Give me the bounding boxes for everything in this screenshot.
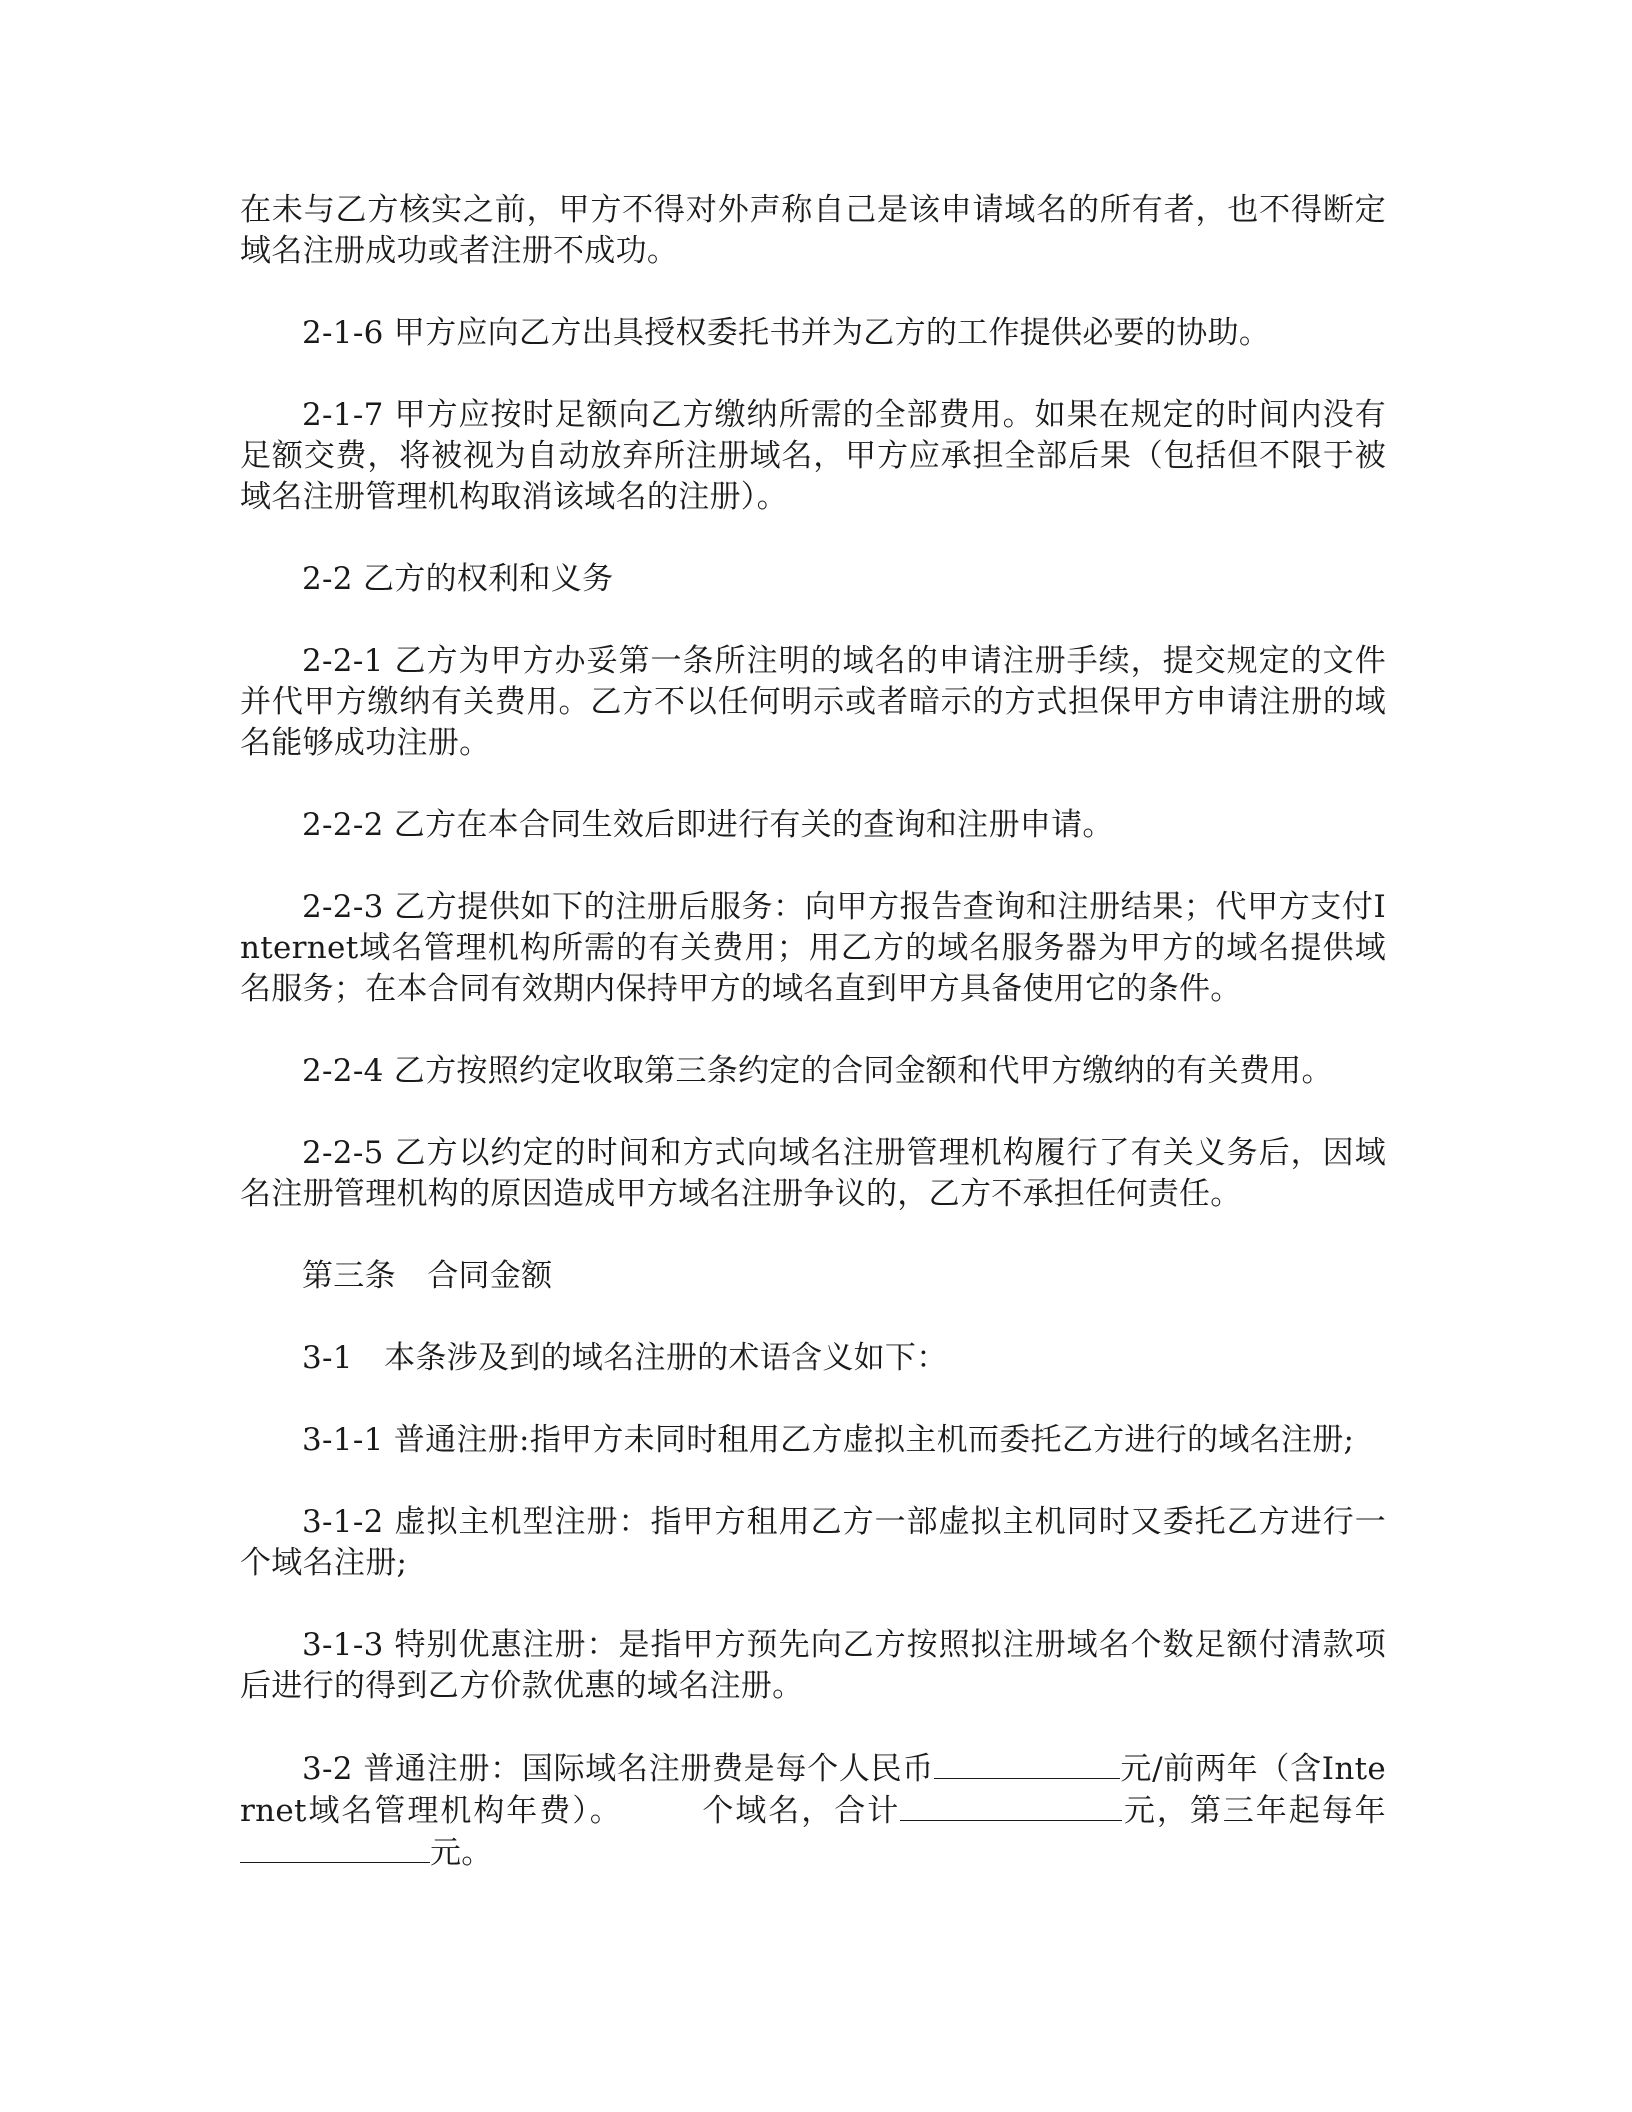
clause-3-2-text-1: 3-2 普通注册：国际域名注册费是每个人民币 — [302, 1751, 935, 1787]
clause-3-2-text-5: 元。 — [430, 1835, 493, 1871]
clause-3-1-3: 3-1-3 特别优惠注册：是指甲方预先向乙方按照拟注册域名个数足额付清款项后进行的得到乙方价款优惠的域名注册。 — [240, 1627, 1386, 1704]
clause-3-2-text-2: 元/前两年（含Internet域名管理机构年费）。 — [240, 1751, 1386, 1829]
clause-2-2-4: 2-2-4 乙方按照约定收取第三条约定的合同金额和代甲方缴纳的有关费用。 — [302, 1053, 1333, 1089]
clause-2-2-2: 2-2-2 乙方在本合同生效后即进行有关的查询和注册申请。 — [302, 807, 1114, 843]
fee-per-domain-blank[interactable] — [934, 1748, 1120, 1779]
clause-3-2 — [240, 1748, 1386, 1874]
clause-2-1-7: 2-1-7 甲方应按时足额向乙方缴纳所需的全部费用。如果在规定的时间内没有足额交费，将被视为自动放弃所注册域名，甲方应承担全部后果（包括但不限于被域名注册管理机构取消该域名的注册）。 — [240, 397, 1386, 515]
clause-2-2-5: 2-2-5 乙方以约定的时间和方式向域名注册管理机构履行了有关义务后，因域名注册管理机构的原因造成甲方域名注册争议的，乙方不承担任何责任。 — [240, 1135, 1386, 1212]
clause-3-1-1: 3-1-1 普通注册:指甲方未同时租用乙方虚拟主机而委托乙方进行的域名注册; — [302, 1422, 1355, 1458]
clause-3-1: 3-1 本条涉及到的域名注册的术语含义如下： — [302, 1340, 948, 1376]
article-3-heading: 第三条 合同金额 — [302, 1258, 553, 1294]
document-body — [240, 190, 1386, 1915]
section-heading-2-2: 2-2 乙方的权利和义务 — [302, 561, 614, 597]
clause-2-1-6: 2-1-6 甲方应向乙方出具授权委托书并为乙方的工作提供必要的协助。 — [302, 315, 1271, 351]
paragraph-1: 在未与乙方核实之前，甲方不得对外声称自己是该申请域名的所有者，也不得断定域名注册成功或者注册不成功。 — [240, 192, 1386, 269]
total-amount-blank[interactable] — [900, 1790, 1122, 1821]
clause-2-2-1: 2-2-1 乙方为甲方办妥第一条所注明的域名的申请注册手续，提交规定的文件并代甲方缴纳有关费用。乙方不以任何明示或者暗示的方式担保甲方申请注册的域名能够成功注册。 — [240, 643, 1386, 761]
clause-3-1-2: 3-1-2 虚拟主机型注册：指甲方租用乙方一部虚拟主机同时又委托乙方进行一个域名注册; — [240, 1504, 1386, 1581]
annual-fee-blank[interactable] — [240, 1832, 430, 1863]
clause-3-2-text-3: 个域名，合计 — [700, 1793, 901, 1829]
clause-3-2-text-4: 元，第三年起每年 — [1122, 1793, 1386, 1829]
clause-2-2-3: 2-2-3 乙方提供如下的注册后服务：向甲方报告查询和注册结果；代甲方支付Internet域名管理机构所需的有关费用；用乙方的域名服务器为甲方的域名提供域名服务；在本合同有效期内保持甲方的域名直到甲方具备使用它的条件。 — [240, 889, 1386, 1007]
